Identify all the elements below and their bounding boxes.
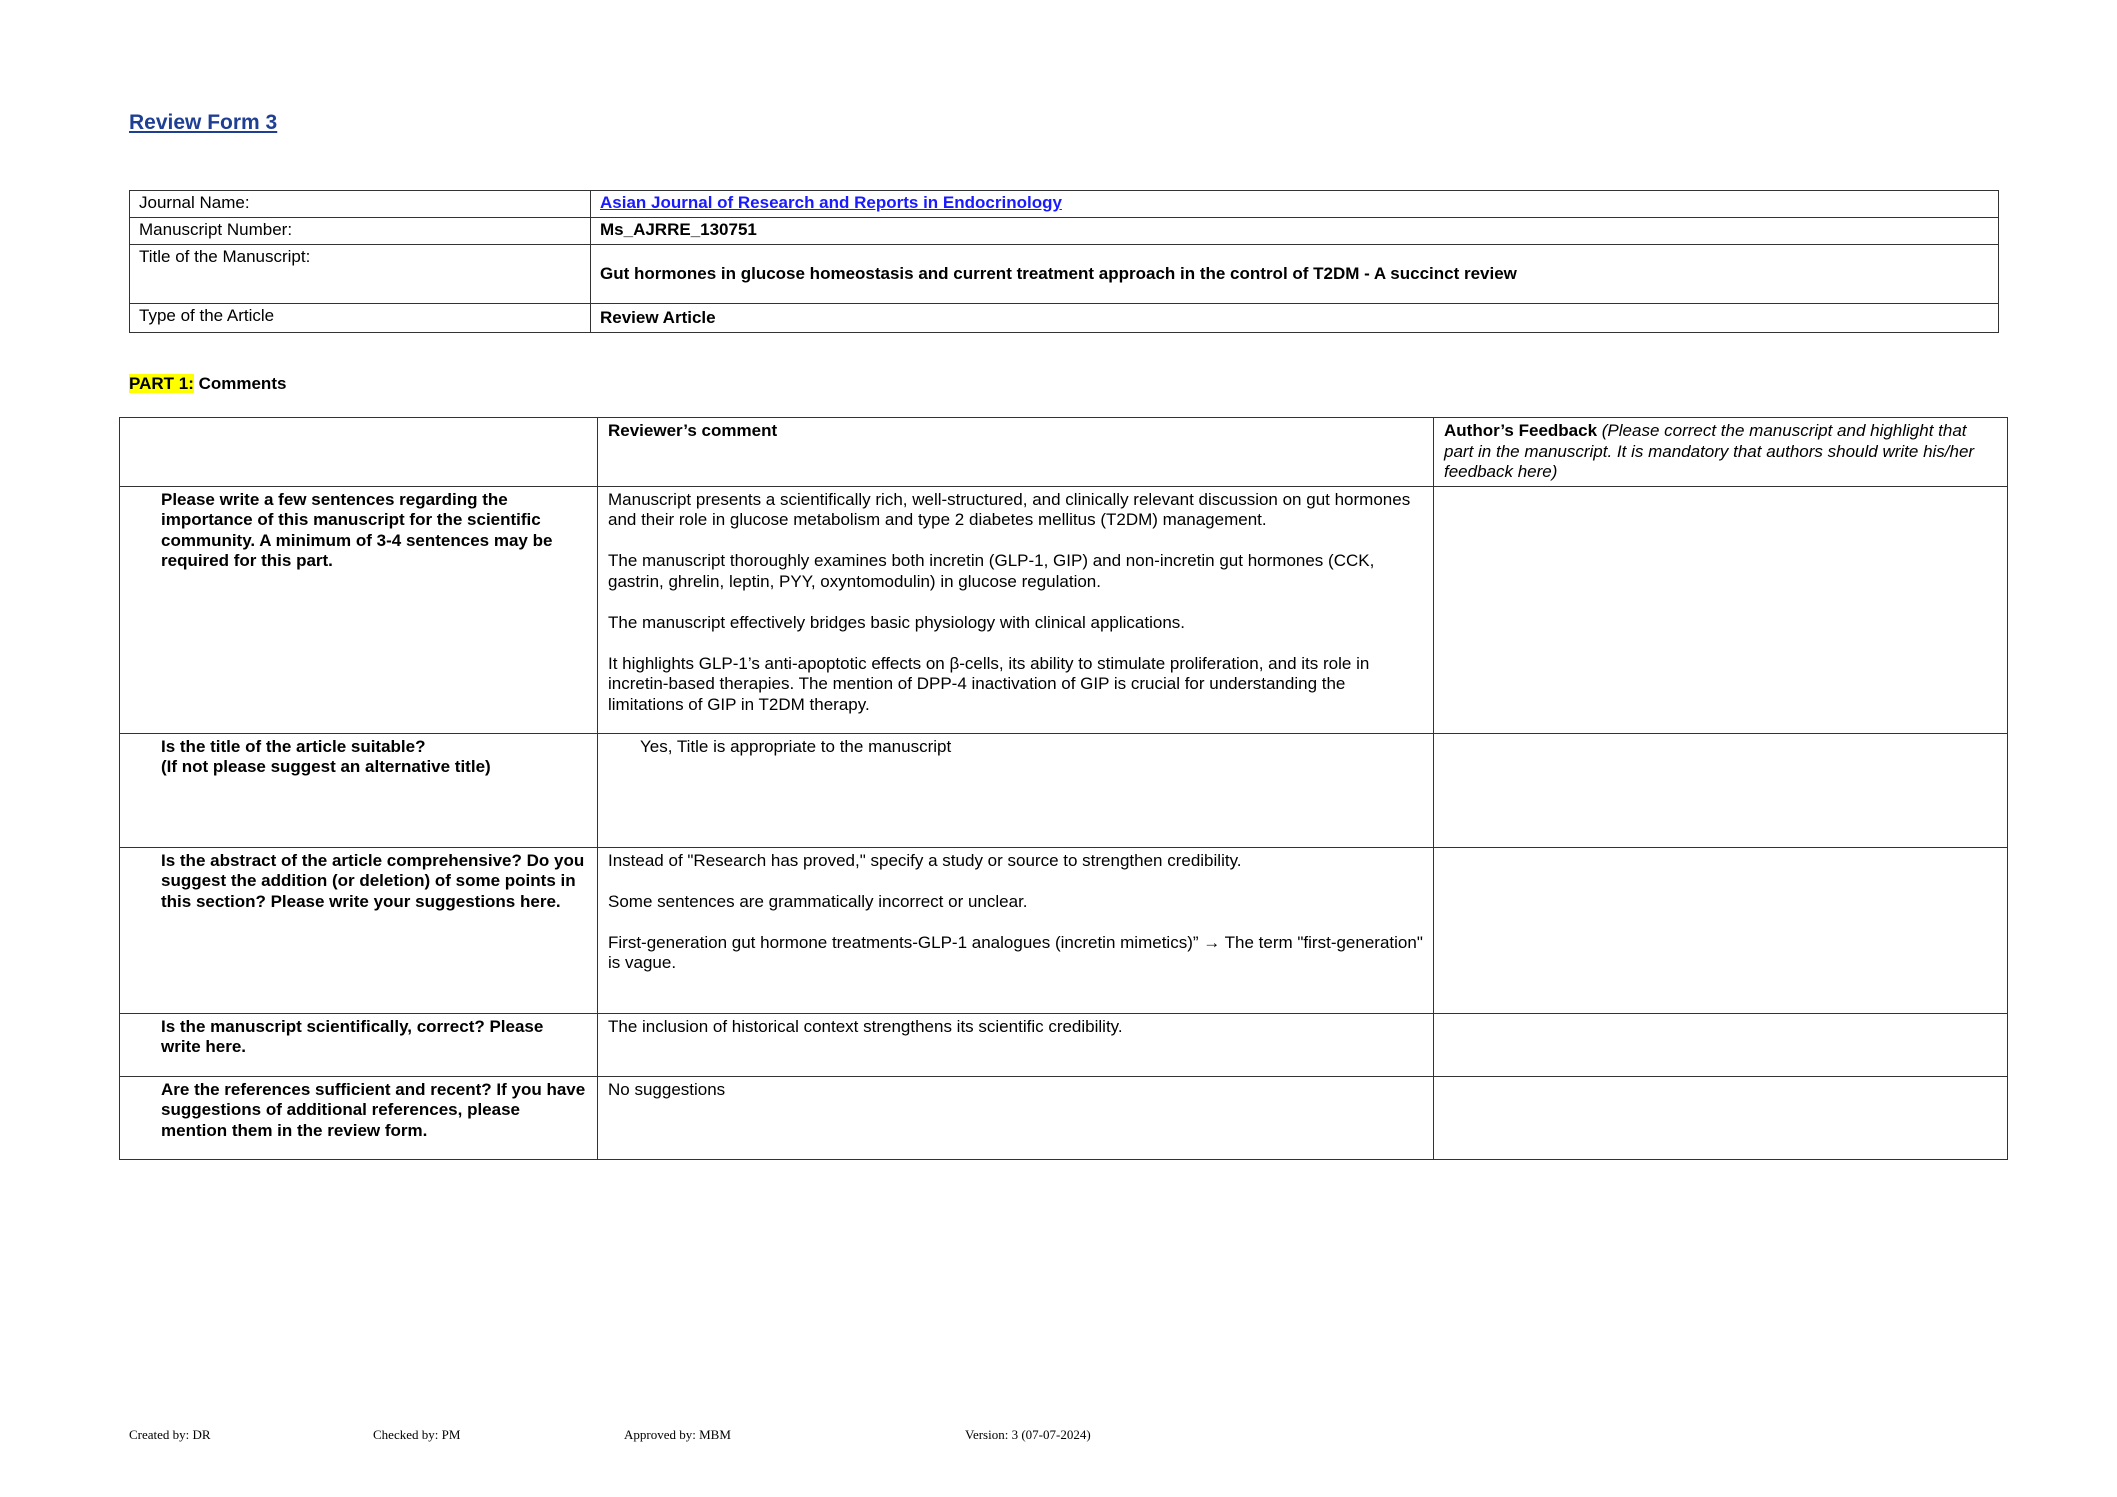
comment-paragraph: It highlights GLP-1’s anti-apoptotic effects on β-cells, its ability to stimulate proliferation, and its role in incretin-based therapies. The mention of DPP-4 inactivation of GIP is crucial for understanding the limitations of GIP in T2DM therapy.	[608, 653, 1370, 714]
reviewer-comment[interactable]	[598, 1013, 1434, 1076]
journal-row	[130, 191, 1999, 218]
reviewer-comment[interactable]	[598, 486, 1434, 733]
author-feedback-cell[interactable]	[1434, 847, 2008, 1013]
author-feedback-title: Author’s Feedback	[1444, 421, 1598, 440]
article-type-value: Review Article	[591, 304, 1999, 333]
author-feedback-note: (Please correct the manuscript and highlight that part in the manuscript. It is mandatory that authors should write his/her feedback here)	[1444, 421, 1975, 481]
journal-link[interactable]: Asian Journal of Research and Reports in Endocrinology	[600, 193, 1062, 212]
footer-approved: Approved by: MBM	[624, 1427, 731, 1442]
comment-paragraph: The manuscript effectively bridges basic physiology with clinical applications.	[608, 612, 1186, 632]
question-scientific: Is the manuscript scientifically, correct? Please write here.	[120, 1013, 598, 1076]
comments-header-row	[120, 418, 2008, 487]
author-feedback-header	[1434, 418, 2008, 487]
reviewer-comment[interactable]	[598, 733, 1434, 847]
reviewer-comment[interactable]	[598, 847, 1434, 1013]
table-row	[120, 733, 2008, 847]
comment-paragraph: Instead of "Research has proved," specify a study or source to strengthen credibility.	[608, 850, 1242, 870]
table-row	[120, 1076, 2008, 1159]
table-row	[120, 486, 2008, 733]
question-title	[120, 733, 598, 847]
comment-paragraph: Some sentences are grammatically incorrect or unclear.	[608, 891, 1028, 911]
manuscript-info-table	[129, 190, 1999, 333]
author-feedback-cell[interactable]	[1434, 486, 2008, 733]
question-subtext: (If not please suggest an alternative title)	[161, 757, 491, 776]
question-importance: Please write a few sentences regarding the importance of this manuscript for the scientific community. A minimum of 3-4 sentences may be required for this part.	[120, 486, 598, 733]
comment-paragraph: First-generation gut hormone treatments-GLP-1 analogues (incretin mimetics)” → The term "first-generation" is vague.	[608, 932, 1423, 972]
form-title[interactable]: Review Form 3	[129, 111, 278, 134]
comment-paragraph: The inclusion of historical context strengthens its scientific credibility.	[608, 1016, 1123, 1036]
comment-paragraph: Yes, Title is appropriate to the manuscript	[640, 736, 952, 756]
question-abstract: Is the abstract of the article comprehensive? Do you suggest the addition (or deletion) of some points in this section? Please write your suggestions here.	[120, 847, 598, 1013]
part-label: PART 1:	[129, 374, 194, 393]
footer-created: Created by: DR	[129, 1427, 211, 1442]
reviewer-comment[interactable]	[598, 1076, 1434, 1159]
question-text: Is the title of the article suitable?	[161, 736, 426, 756]
journal-label: Journal Name:	[130, 191, 591, 218]
article-type-label: Type of the Article	[130, 304, 591, 333]
author-feedback-cell[interactable]	[1434, 733, 2008, 847]
reviewer-comment-header: Reviewer’s comment	[598, 418, 1434, 487]
part-title: Comments	[193, 374, 287, 393]
manuscript-title-value: Gut hormones in glucose homeostasis and current treatment approach in the control of T2DM - A succinct review	[591, 245, 1999, 304]
manuscript-title-row	[130, 245, 1999, 304]
comments-table	[119, 417, 2008, 1160]
manuscript-number-value: Ms_AJRRE_130751	[591, 218, 1999, 245]
author-feedback-cell[interactable]	[1434, 1013, 2008, 1076]
footer-checked: Checked by: PM	[373, 1427, 461, 1442]
comment-paragraph: The manuscript thoroughly examines both incretin (GLP-1, GIP) and non-incretin gut hormones (CCK, gastrin, ghrelin, leptin, PYY, oxyntomodulin) in glucose regulation.	[608, 551, 1375, 591]
manuscript-title-label: Title of the Manuscript:	[130, 245, 591, 304]
table-row	[120, 847, 2008, 1013]
question-references: Are the references sufficient and recent? If you have suggestions of additional references, please mention them in the review form.	[120, 1076, 598, 1159]
footer-version: Version: 3 (07-07-2024)	[965, 1427, 1091, 1442]
comment-paragraph: No suggestions	[608, 1079, 726, 1099]
table-row	[120, 1013, 2008, 1076]
part-heading	[129, 374, 286, 395]
comment-paragraph: Manuscript presents a scientifically rich, well-structured, and clinically relevant discussion on gut hormones and their role in glucose metabolism and type 2 diabetes mellitus (T2DM) management.	[608, 489, 1411, 529]
manuscript-number-label: Manuscript Number:	[130, 218, 591, 245]
author-feedback-cell[interactable]	[1434, 1076, 2008, 1159]
manuscript-number-row	[130, 218, 1999, 245]
article-type-row	[130, 304, 1999, 333]
